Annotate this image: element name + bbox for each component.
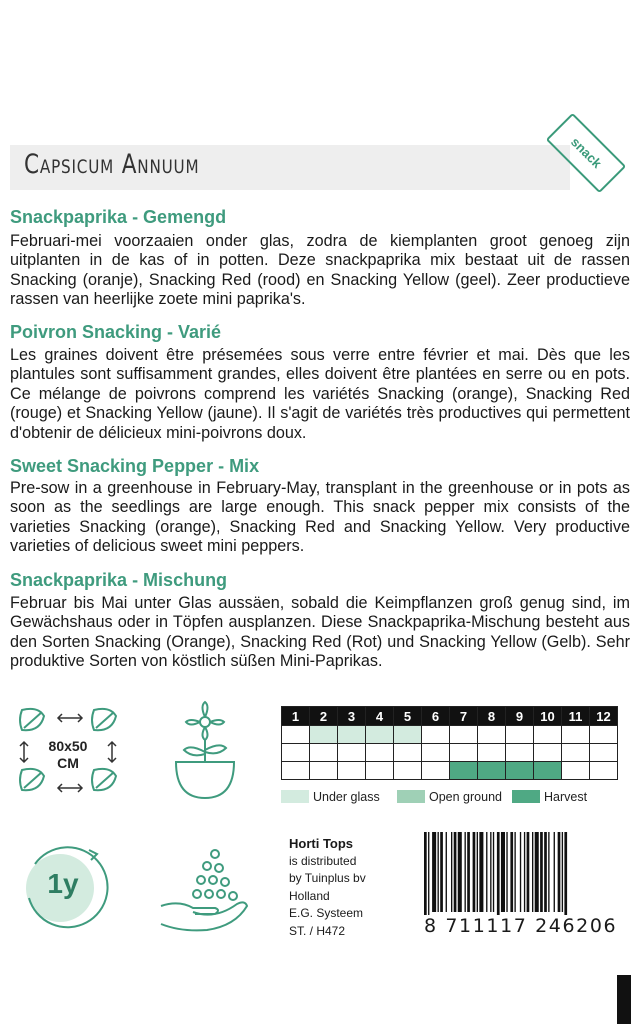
barcode-bar [562, 832, 563, 912]
legend-swatch-harvest [512, 790, 540, 803]
calendar-cell [506, 726, 534, 744]
legend-label-harvest: Harvest [544, 790, 588, 804]
month-cell: 2 [310, 707, 338, 726]
distributor-line: by Tuinplus bv [289, 871, 366, 885]
calendar-cell [366, 762, 394, 780]
month-cell: 6 [422, 707, 450, 726]
barcode-bar [558, 832, 561, 912]
distributor-line: Holland [289, 888, 330, 903]
calendar-month-row [282, 707, 618, 726]
barcode-bar [438, 832, 439, 912]
distributor-info [289, 835, 366, 940]
legend-under-glass [281, 790, 380, 804]
calendar-cell [310, 726, 338, 744]
lifecycle-label: 1y [47, 868, 79, 899]
edge-marker [617, 975, 631, 1024]
section-title-fr: Poivron Snacking - Varié [10, 322, 222, 342]
barcode-bar [432, 832, 436, 912]
barcode-bar [446, 832, 447, 912]
calendar-cell [534, 762, 562, 780]
section-title-en: Sweet Snacking Pepper - Mix [10, 456, 260, 476]
calendar-cell [478, 726, 506, 744]
month-cell: 9 [506, 707, 534, 726]
section-body-nl: Februari-mei voorzaaien onder glas, zodra de kiemplanten groot genoeg zijn uitplanten in de kas of in potten. Deze snackpaprika mix bestaat uit de rassen Snacking (oranje), Snacking Red (rood) en Snacking Yellow (geel). Zeer productieve rassen van heerlijke zoete mini paprika's. [10, 232, 630, 309]
calendar-cell [338, 762, 366, 780]
calendar-row-harvest [282, 762, 618, 780]
barcode-bar [527, 832, 530, 912]
barcode-bar [524, 832, 525, 912]
calendar-cell [562, 726, 590, 744]
month-cell: 3 [338, 707, 366, 726]
month-cell: 5 [394, 707, 422, 726]
calendar-cell [590, 744, 618, 762]
brand-name: Horti Tops [289, 836, 354, 851]
barcode-bar [486, 832, 487, 912]
calendar-cell [310, 744, 338, 762]
calendar-cell [422, 744, 450, 762]
month-cell: 11 [562, 707, 590, 726]
barcode-bar [506, 832, 507, 912]
distributor-line: ST. / H472 [289, 923, 346, 938]
barcode-bar [477, 832, 478, 912]
calendar-cell [366, 726, 394, 744]
spacing-unit: CM [57, 755, 79, 771]
species-title: Capsicum Annuum [24, 149, 200, 180]
calendar-cell [562, 744, 590, 762]
potted-plant-icon [160, 700, 250, 805]
barcode-number: 8 711117 246206 [424, 915, 618, 937]
calendar-cell [562, 762, 590, 780]
barcode-bar [493, 832, 494, 912]
month-cell: 8 [478, 707, 506, 726]
barcode-bar [510, 832, 513, 912]
barcode-bar [501, 832, 505, 912]
barcode-bar [554, 832, 555, 912]
barcode-bar [467, 832, 470, 912]
barcode-bar [548, 832, 549, 912]
spacing-value: 80x50 [48, 738, 88, 754]
calendar-cell [394, 726, 422, 744]
barcode-bar [451, 832, 452, 912]
spacing-label [38, 738, 98, 772]
calendar-cell [422, 726, 450, 744]
legend-swatch-open-ground [397, 790, 425, 803]
calendar-cell [478, 762, 506, 780]
calendar-cell [338, 744, 366, 762]
calendar-cell [478, 744, 506, 762]
legend-harvest [512, 790, 587, 804]
month-cell: 4 [366, 707, 394, 726]
distributor-line: E.G. Systeem [289, 906, 364, 920]
calendar-cell [506, 744, 534, 762]
calendar-table [281, 706, 618, 780]
hand-seeds-icon [155, 840, 255, 940]
snack-badge-label: snack [568, 134, 605, 171]
section-body-de: Februar bis Mai unter Glas aussäen, sobald die Keimpflanzen groß genug sind, im Gewächshaus oder in Töpfen ausplanzen. Diese Snackpaprika-Mischung besteht aus den Sorten Snacking (Orange), Snacking Red (Rot) und Snacking Yellow (Gelb). Sehr produktive Sorten von köstlich süßen Mini-Paprikas. [10, 594, 630, 671]
calendar-cell [282, 762, 310, 780]
calendar-cell [310, 762, 338, 780]
distributor-line: is distributed [289, 853, 357, 868]
barcode-bar [465, 832, 466, 912]
barcode-bar [520, 832, 521, 912]
calendar-cell [338, 726, 366, 744]
calendar-row-open-ground [282, 744, 618, 762]
month-cell: 7 [450, 707, 478, 726]
sowing-calendar [281, 706, 618, 780]
barcode-bar [440, 832, 443, 912]
calendar-cell [590, 726, 618, 744]
calendar-cell [366, 744, 394, 762]
legend-open-ground [397, 790, 502, 804]
calendar-cell [450, 762, 478, 780]
barcode-bar [454, 832, 457, 912]
calendar-cell [282, 726, 310, 744]
calendar-cell [590, 762, 618, 780]
month-cell: 10 [534, 707, 562, 726]
barcode-bar [458, 832, 462, 912]
calendar-cell [534, 744, 562, 762]
section-body-fr: Les graines doivent être présemées sous verre entre février et mai. Dès que les plantules sont suffisamment grandes, elles doivent être plantées en serre ou en pots. Ce mélange de poivrons comprend les variétés Snacking (orange), Snacking Red (rouge) et Snacking Yellow (jaune). Il s'agit de variétés très productives qui permettent d'obtenir de délicieux mini-poivrons doux. [10, 346, 630, 442]
barcode-bar [535, 832, 539, 912]
calendar-cell [394, 744, 422, 762]
legend-swatch-under-glass [281, 790, 309, 803]
calendar-cell [394, 762, 422, 780]
calendar-cell [534, 726, 562, 744]
barcode-bar [473, 832, 476, 912]
barcode-bar [479, 832, 483, 912]
section-title-de: Snackpaprika - Mischung [10, 570, 228, 590]
barcode-bar [490, 832, 491, 912]
month-cell: 12 [590, 707, 618, 726]
calendar-cell [450, 726, 478, 744]
barcode-bar [540, 832, 543, 912]
calendar-cell [422, 762, 450, 780]
barcode-bar [544, 832, 547, 912]
calendar-cell [282, 744, 310, 762]
legend-label-open-ground: Open ground [429, 790, 502, 804]
calendar-cell [450, 744, 478, 762]
month-cell: 1 [282, 707, 310, 726]
calendar-row-under-glass [282, 726, 618, 744]
barcode-bar [514, 832, 515, 912]
section-title-nl: Snackpaprika - Gemengd [10, 207, 227, 227]
barcode-bar [532, 832, 533, 912]
section-body-en: Pre-sow in a greenhouse in February-May, transplant in the greenhouse or in pots as soon as the seedlings are large enough. This snack pepper mix consists of the varieties Snacking (orange), Snacking Red and Snacking Yellow. Very productive varieties of delicious sweet mini peppers. [10, 479, 630, 556]
calendar-cell [506, 762, 534, 780]
legend-label-under-glass: Under glass [313, 790, 380, 804]
